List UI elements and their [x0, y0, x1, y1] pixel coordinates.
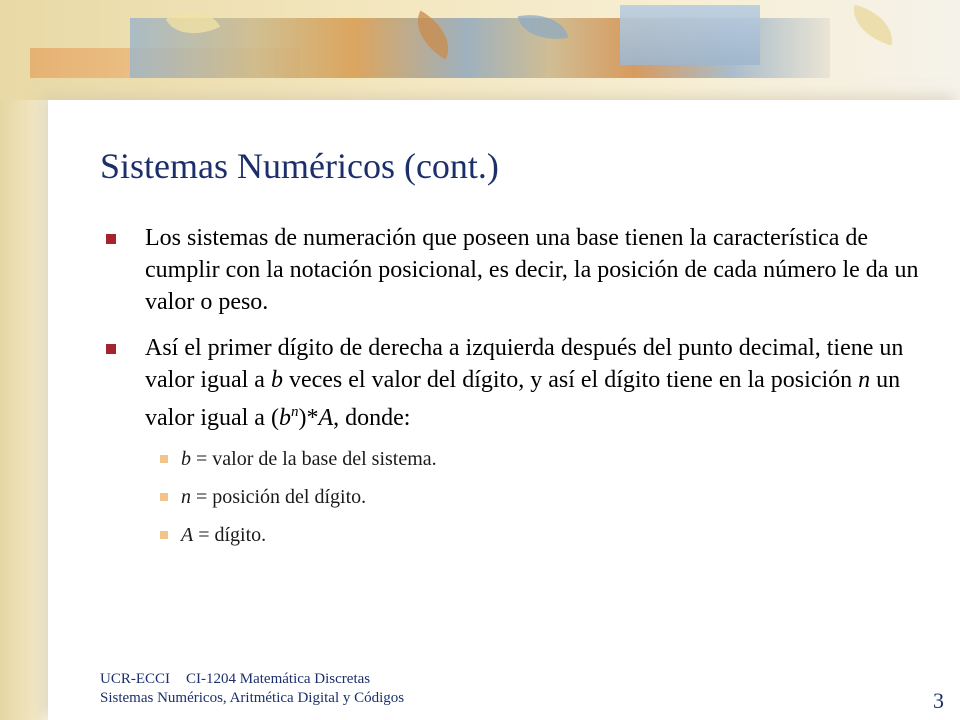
- variable-a: A: [318, 405, 334, 431]
- variable-n: n: [858, 367, 871, 393]
- small-square-bullet-icon: [160, 531, 168, 539]
- sub-bullet-text: = valor de la base del sistema.: [191, 448, 437, 470]
- sub-bullet-text: = posición del dígito.: [191, 486, 367, 508]
- bullet-list: [100, 222, 940, 548]
- footer-course: CI-1204 Matemática Discretas: [186, 671, 371, 687]
- square-bullet-icon: [106, 344, 116, 354]
- sub-bullet-item: [145, 484, 940, 510]
- variable-base: b: [278, 405, 291, 431]
- sub-bullet-variable: A: [181, 524, 194, 546]
- bullet-text: Así el primer dígito de derecha a izquierda después del punto decimal, tiene un valor igual a b veces el valor del dígito, y así el dígito tiene en la posición n un valor igual a $(b^n)*A$, donde:: [145, 335, 904, 431]
- exponent-n: n: [290, 404, 299, 420]
- sub-bullet-text: = dígito.: [193, 524, 267, 546]
- blue-accent-block: [620, 5, 760, 65]
- small-square-bullet-icon: [160, 493, 168, 501]
- sub-bullet-item: [145, 446, 940, 472]
- bullet-text: Los sistemas de numeración que poseen una base tienen la característica de cumplir con la notación posicional, es decir, la posición de cada número le da un valor o peso.: [145, 225, 919, 315]
- bullet-item: [100, 332, 940, 548]
- sub-bullet-variable: n: [181, 486, 191, 508]
- square-bullet-icon: [106, 234, 116, 244]
- variable-b: b: [270, 367, 283, 393]
- page-number: 3: [933, 688, 944, 713]
- bullet-item: [100, 222, 940, 318]
- sub-bullet-list: [145, 446, 940, 548]
- sub-bullet-variable: b: [181, 448, 191, 470]
- footer-org: UCR-ECCI: [100, 671, 171, 687]
- leaf-icon: [847, 5, 899, 46]
- slide-footer: [100, 670, 404, 708]
- top-decorative-banner: [0, 0, 960, 100]
- footer-subtitle: Sistemas Numéricos, Aritmética Digital y Códigos: [100, 690, 405, 706]
- slide-title: Sistemas Numéricos (cont.): [100, 146, 499, 186]
- sub-bullet-item: [145, 522, 940, 548]
- small-square-bullet-icon: [160, 455, 168, 463]
- left-decorative-strip: [0, 0, 50, 720]
